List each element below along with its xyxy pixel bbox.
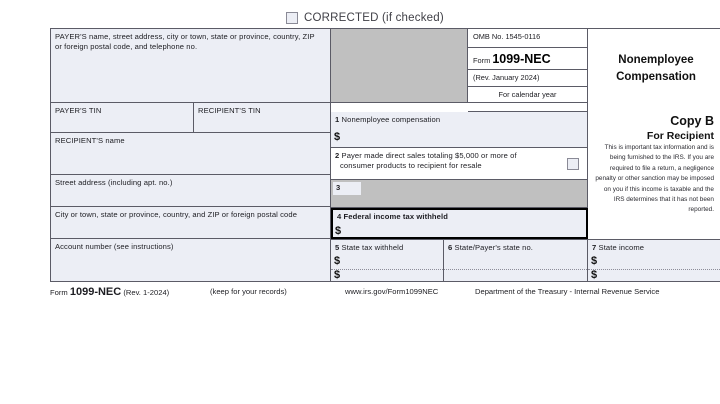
corrected-label: CORRECTED (if checked) [304, 12, 444, 24]
for-recipient-heading: For Recipient [646, 130, 714, 142]
form-prefix: Form [473, 56, 491, 65]
street-address-field[interactable] [51, 175, 331, 207]
box4-label: Federal income tax withheld [343, 212, 448, 221]
box1-label: Nonemployee compensation [341, 115, 441, 124]
street-address-label: Street address (including apt. no.) [55, 178, 173, 187]
box7-number: 7 [592, 243, 597, 252]
box3-number-tab [333, 182, 361, 195]
omb-number-cell [468, 29, 588, 48]
box7-state-income[interactable] [588, 239, 720, 281]
footer-form-revision: (Rev. 1-2024) [123, 288, 170, 297]
recipient-name-label: RECIPIENT'S name [55, 136, 125, 145]
recipient-tin-label: RECIPIENT'S TIN [198, 106, 261, 115]
box4-federal-income-tax-withheld[interactable] [331, 208, 588, 239]
form-revision-cell [468, 70, 588, 87]
shaded-block [331, 29, 468, 103]
box2-checkbox[interactable] [567, 158, 579, 170]
box7-currency-2: $ [591, 269, 598, 281]
form-number: 1099-NEC [492, 52, 551, 66]
box2-direct-sales[interactable] [331, 148, 588, 180]
box4-currency: $ [335, 225, 342, 237]
box5-currency-2: $ [334, 269, 341, 281]
box6-number: 6 [448, 243, 453, 252]
box5-number: 5 [335, 243, 340, 252]
recipient-tin-field[interactable] [194, 103, 331, 133]
city-state-zip-label: City or town, state or province, country, and ZIP or foreign postal code [55, 210, 298, 219]
box5-label: State tax withheld [341, 243, 404, 252]
footer-form-prefix: Form [50, 288, 68, 297]
corrected-checkbox[interactable] [286, 12, 298, 24]
box5-currency-1: $ [334, 255, 341, 267]
account-number-label: Account number (see instructions) [55, 242, 174, 251]
box2-label-line2: consumer products to recipient for resale [340, 160, 482, 170]
box1-nonemployee-compensation[interactable] [331, 112, 588, 148]
footer-form-number: 1099-NEC [69, 286, 122, 298]
payer-label-line2: or foreign postal code, and telephone no. [55, 41, 198, 51]
corrected-row [286, 12, 444, 24]
form-title-line2: Compensation [616, 70, 696, 83]
box2-label-line1: Payer made direct sales totaling $5,000 or more of [341, 151, 517, 160]
payer-label-line1: PAYER'S name, street address, city or town, state or province, country, ZIP [55, 32, 315, 41]
box7-divider [588, 269, 720, 270]
box7-currency-1: $ [591, 255, 598, 267]
form-title-line1: Nonemployee [618, 54, 694, 66]
footer-department: Department of the Treasury - Internal Revenue Service [475, 287, 660, 296]
form-number-cell [468, 48, 588, 70]
payer-tin-field[interactable] [51, 103, 194, 133]
calendar-year-label: For calendar year [498, 90, 557, 99]
recipient-name-field[interactable] [51, 133, 331, 175]
box3-shaded [331, 180, 588, 208]
payer-tin-label: PAYER'S TIN [55, 106, 102, 115]
form-revision: (Rev. January 2024) [473, 73, 540, 82]
recipient-notice-text: This is important tax information and is being furnished to the IRS. If you are required to file a return, a negligence penalty or other sanction may be imposed on you if this income is taxable and the IRS determines that it has not been reported. [595, 144, 714, 214]
form-title [592, 52, 720, 85]
box7-label: State income [598, 243, 645, 252]
calendar-year-blank [468, 103, 588, 112]
box6-state-payer-state-no[interactable] [444, 239, 588, 281]
box2-number: 2 [335, 151, 340, 160]
copy-b-heading: Copy B [670, 114, 714, 128]
footer-url[interactable]: www.irs.gov/Form1099NEC [345, 287, 439, 296]
box5-state-tax-withheld[interactable] [331, 239, 444, 281]
box1-currency: $ [334, 131, 341, 143]
box3-number: 3 [336, 183, 341, 192]
box1-number: 1 [335, 115, 340, 124]
footer-form [50, 286, 169, 298]
box4-number: 4 [337, 212, 342, 221]
city-state-zip-field[interactable] [51, 207, 331, 239]
box5-divider [331, 269, 443, 270]
omb-number: OMB No. 1545-0116 [473, 32, 541, 41]
account-number-field[interactable] [51, 239, 331, 281]
payer-field[interactable] [51, 29, 331, 103]
calendar-year-cell[interactable] [468, 87, 588, 103]
box6-label: State/Payer's state no. [454, 243, 534, 252]
box6-divider [444, 269, 587, 270]
footer-keep-note: (keep for your records) [210, 287, 287, 296]
